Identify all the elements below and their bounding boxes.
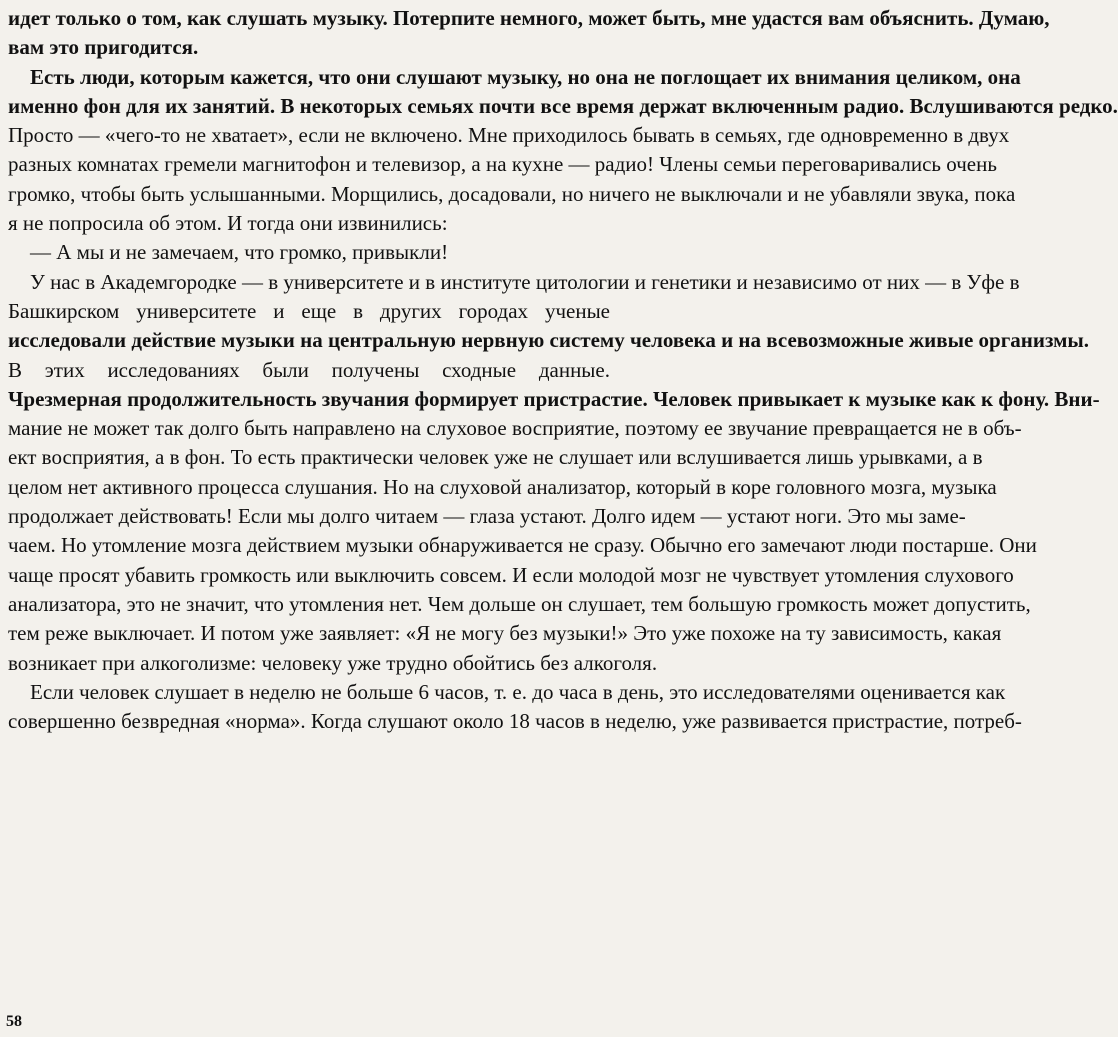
text-line: — А мы и не замечаем, что громко, привыкли! — [30, 240, 449, 265]
text-line: мание не может так долго быть направлено на слуховое восприятие, поэтому ее звучание превращается не в объ- — [8, 416, 1022, 441]
text-line: я не попросила об этом. И тогда они извинились: — [8, 211, 448, 236]
text-line: продолжает действовать! Если мы долго читаем — глаза устают. Долго идем — устают ноги. Это мы заме- — [8, 504, 966, 529]
text-line: тем реже выключает. И потом уже заявляет: «Я не могу без музыки!» Это уже похоже на ту зависимость, какая — [8, 621, 1002, 646]
page-number: 58 — [6, 1013, 22, 1030]
text-line: возникает при алкоголизме: человеку уже трудно обойтись без алкоголя. — [8, 650, 658, 675]
text-line: чаще просят убавить громкость или выключить совсем. И если молодой мозг не чувствует утомления слухового — [8, 562, 1014, 587]
text-line: Если человек слушает в неделю не больше 6 часов, т. е. до часа в день, это исследователями оценивается как — [30, 679, 1006, 704]
text-line: анализатора, это не значит, что утомления нет. Чем дольше он слушает, тем большую громкость может допустить, — [8, 591, 1031, 616]
text-line: исследовали действие музыки на центральную нервную систему человека и на всевозможные живые организмы. — [8, 328, 1090, 353]
text-line: совершенно безвредная «норма». Когда слушают около 18 часов в неделю, уже развивается пристрастие, потреб- — [8, 709, 1022, 734]
text-line: громко, чтобы быть услышанными. Морщились, досадовали, но ничего не выключали и не убавляли звука, пока — [8, 181, 1016, 206]
text-line: именно фон для их занятий. В некоторых семьях почти все время держат включенным радио. Вслушиваются редко. — [8, 93, 1118, 118]
text-line: Есть люди, которым кажется, что они слушают музыку, но она не поглощает их внимания целиком, она — [30, 64, 1021, 89]
text-line: целом нет активного процесса слушания. Но на слуховой анализатор, который в коре головного мозга, музыка — [8, 474, 997, 499]
text-line: Просто — «чего-то не хватает», если не включено. Мне приходилось бывать в семьях, где одновременно в двух — [8, 123, 1010, 148]
body-text — [8, 4, 1118, 736]
text-line: Чрезмерная продолжительность звучания формирует пристрастие. Человек привыкает к музыке как к фону. Вни- — [8, 386, 1100, 411]
text-line: идет только о том, как слушать музыку. Потерпите немного, может быть, мне удастся вам объяснить. Думаю, — [8, 6, 1050, 30]
text-line: чаем. Но утомление мозга действием музыки обнаруживается не сразу. Обычно его замечают люди постарше. Они — [8, 533, 1037, 558]
text-line: В этих исследованиях были получены сходные данные. — [8, 357, 610, 382]
text-line: вам это пригодится. — [8, 35, 199, 60]
text-line: У нас в Академгородке — в университете и в институте цитологии и генетики и независимо от них — в Уфе в — [30, 269, 1020, 294]
text-line: ект восприятия, а в фон. То есть практически человек уже не слушает или вслушивается лишь урывками, а в — [8, 445, 983, 470]
text-line: разных комнатах гремели магнитофон и телевизор, а на кухне — радио! Члены семьи переговаривались очень — [8, 152, 997, 177]
text-line: Башкирском университете и еще в других городах ученые — [8, 298, 610, 323]
